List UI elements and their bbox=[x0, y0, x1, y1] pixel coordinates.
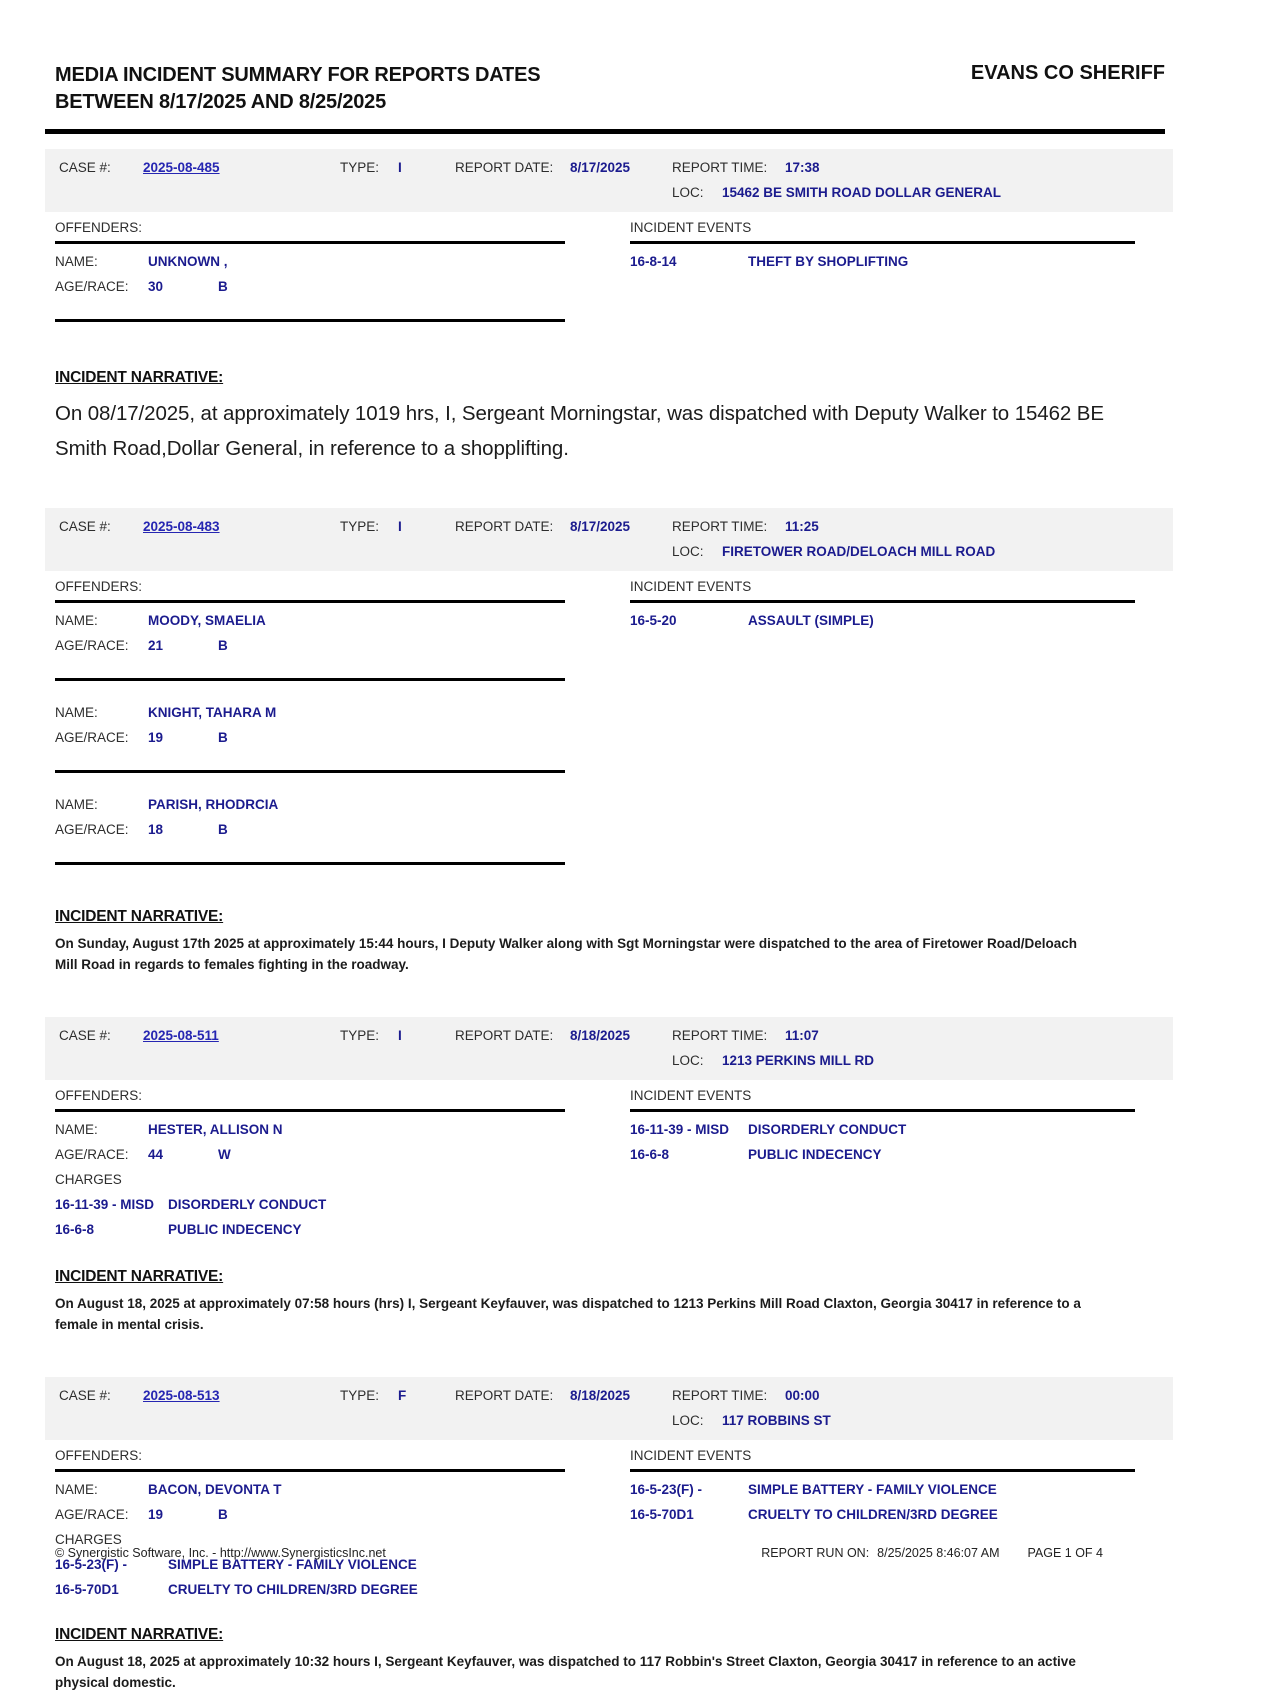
offender-race: B bbox=[218, 279, 228, 294]
offender-name: MOODY, SMAELIA bbox=[148, 613, 266, 628]
report-date-label: REPORT DATE: bbox=[455, 1028, 554, 1043]
report-time-label: REPORT TIME: bbox=[672, 519, 768, 534]
incident-narrative-heading: INCIDENT NARRATIVE: bbox=[55, 369, 224, 386]
offender-name: UNKNOWN , bbox=[148, 254, 228, 269]
incident-events-section bbox=[630, 219, 1135, 341]
type-value: I bbox=[398, 1028, 402, 1043]
incident-events-section bbox=[630, 578, 1135, 884]
incident-events-heading: INCIDENT EVENTS bbox=[630, 1448, 752, 1463]
offenders-rule bbox=[55, 1469, 565, 1472]
offender-name-row bbox=[55, 792, 565, 817]
offender-age: 21 bbox=[148, 638, 164, 653]
event-row bbox=[630, 249, 1135, 274]
incident-narrative-section bbox=[55, 369, 1275, 466]
event-code: 16-5-70D1 bbox=[630, 1507, 694, 1522]
charge-desc: DISORDERLY CONDUCT bbox=[168, 1197, 327, 1212]
event-code: 16-6-8 bbox=[630, 1147, 670, 1162]
event-desc: CRUELTY TO CHILDREN/3RD DEGREE bbox=[748, 1507, 998, 1522]
footer-copyright: © Synergistic Software, Inc. - http://www.SynergisticsInc.net bbox=[55, 1546, 386, 1560]
case-number-label: CASE #: bbox=[59, 160, 111, 175]
offenders-rule bbox=[55, 1109, 565, 1112]
incident-narrative-text: On August 18, 2025 at approximately 07:58 hours (hrs) I, Sergeant Keyfauver, was dispatched to 1213 Perkins Mill Road Claxton, Georgia 30417 in reference to a female in mental crisis. bbox=[55, 1296, 1081, 1332]
offender-age: 30 bbox=[148, 279, 164, 294]
event-row bbox=[630, 608, 1135, 633]
type-label: TYPE: bbox=[340, 160, 380, 175]
loc-value: 15462 BE SMITH ROAD DOLLAR GENERAL bbox=[722, 185, 1002, 200]
event-row bbox=[630, 1502, 1135, 1527]
incident-events-heading: INCIDENT EVENTS bbox=[630, 579, 752, 594]
case-block-511 bbox=[55, 1017, 1275, 1335]
case-block-485 bbox=[55, 149, 1275, 466]
incident-narrative-text: On 08/17/2025, at approximately 1019 hrs, I, Sergeant Morningstar, was dispatched with Deputy Walker to 15462 BE Smith Road,Dollar General, in reference to a shopplifting. bbox=[55, 402, 1104, 460]
charges-heading: CHARGES bbox=[55, 1532, 122, 1547]
offender-age: 44 bbox=[148, 1147, 164, 1162]
incident-events-rule bbox=[630, 600, 1135, 603]
charges-heading: CHARGES bbox=[55, 1172, 122, 1187]
footer-run-label: REPORT RUN ON: bbox=[761, 1546, 870, 1560]
offenders-section bbox=[55, 1447, 565, 1602]
incident-narrative-section bbox=[55, 1626, 1275, 1693]
case-number-link[interactable]: 2025-08-511 bbox=[143, 1028, 219, 1043]
offender-age-row bbox=[55, 725, 565, 750]
report-footer bbox=[55, 1546, 1165, 1560]
report-date-value: 8/17/2025 bbox=[570, 519, 631, 534]
case-header bbox=[45, 1017, 1173, 1080]
charge-desc: SIMPLE BATTERY - FAMILY VIOLENCE bbox=[168, 1557, 417, 1572]
offender-separator bbox=[55, 862, 565, 865]
type-label: TYPE: bbox=[340, 519, 380, 534]
case-header bbox=[45, 1377, 1173, 1440]
event-desc: SIMPLE BATTERY - FAMILY VIOLENCE bbox=[748, 1482, 997, 1497]
offenders-section bbox=[55, 578, 565, 884]
event-desc: PUBLIC INDECENCY bbox=[748, 1147, 882, 1162]
offender-race: B bbox=[218, 822, 228, 837]
charge-row bbox=[55, 1577, 565, 1602]
offender-name: HESTER, ALLISON N bbox=[148, 1122, 283, 1137]
offender-race: B bbox=[218, 638, 228, 653]
offender-age-row bbox=[55, 817, 565, 842]
offender-name-row bbox=[55, 249, 565, 274]
report-title-line2: BETWEEN 8/17/2025 AND 8/25/2025 bbox=[55, 91, 387, 113]
offenders-rule bbox=[55, 600, 565, 603]
report-time-label: REPORT TIME: bbox=[672, 160, 768, 175]
report-date-value: 8/17/2025 bbox=[570, 160, 631, 175]
report-time-label: REPORT TIME: bbox=[672, 1388, 768, 1403]
case-number-link[interactable]: 2025-08-513 bbox=[143, 1388, 220, 1403]
incident-events-heading: INCIDENT EVENTS bbox=[630, 1088, 752, 1103]
footer-run-value: 8/25/2025 8:46:07 AM bbox=[877, 1546, 1000, 1560]
report-date-label: REPORT DATE: bbox=[455, 160, 554, 175]
case-number-link[interactable]: 2025-08-483 bbox=[143, 519, 220, 534]
loc-value: FIRETOWER ROAD/DELOACH MILL ROAD bbox=[722, 544, 996, 559]
name-label: NAME: bbox=[55, 254, 98, 269]
offender-age-row bbox=[55, 1502, 565, 1527]
case-number-link[interactable]: 2025-08-485 bbox=[143, 160, 220, 175]
incident-narrative-heading: INCIDENT NARRATIVE: bbox=[55, 908, 224, 925]
offender-age: 18 bbox=[148, 822, 164, 837]
incident-narrative-text: On Sunday, August 17th 2025 at approximately 15:44 hours, I Deputy Walker along with Sgt Morningstar were dispatched to the area of Firetower Road/Deloach Mill Road in regards to females fighting in the roadway. bbox=[55, 936, 1077, 972]
report-title-line1: MEDIA INCIDENT SUMMARY FOR REPORTS DATES bbox=[55, 64, 541, 86]
case-header bbox=[45, 508, 1173, 571]
incident-events-rule bbox=[630, 1469, 1135, 1472]
type-label: TYPE: bbox=[340, 1028, 380, 1043]
name-label: NAME: bbox=[55, 797, 98, 812]
type-label: TYPE: bbox=[340, 1388, 380, 1403]
offender-race: W bbox=[218, 1147, 231, 1162]
charge-desc: PUBLIC INDECENCY bbox=[168, 1222, 302, 1237]
offender-separator bbox=[55, 319, 565, 322]
offender-age-row bbox=[55, 274, 565, 299]
event-desc: THEFT BY SHOPLIFTING bbox=[748, 254, 909, 269]
offender-race: B bbox=[218, 1507, 228, 1522]
charge-row bbox=[55, 1217, 565, 1242]
report-date-value: 8/18/2025 bbox=[570, 1028, 631, 1043]
offenders-heading: OFFENDERS: bbox=[55, 1088, 143, 1103]
loc-label: LOC: bbox=[672, 1053, 704, 1068]
case-number-label: CASE #: bbox=[59, 1028, 111, 1043]
case-block-513 bbox=[55, 1377, 1275, 1693]
report-date-label: REPORT DATE: bbox=[455, 1388, 554, 1403]
agency-name: EVANS CO SHERIFF bbox=[970, 62, 1165, 84]
offender-age: 19 bbox=[148, 730, 164, 745]
offenders-heading: OFFENDERS: bbox=[55, 1448, 143, 1463]
charge-code: 16-11-39 - MISD bbox=[55, 1197, 155, 1212]
offender-separator bbox=[55, 678, 565, 681]
incident-narrative-section bbox=[55, 1268, 1275, 1335]
incident-narrative-text: On August 18, 2025 at approximately 10:32 hours I, Sergeant Keyfauver, was dispatched to 117 Robbin's Street Claxton, Georgia 30417 in reference to an active physical domestic. bbox=[55, 1654, 1076, 1690]
report-title bbox=[55, 62, 540, 116]
charge-desc: CRUELTY TO CHILDREN/3RD DEGREE bbox=[168, 1582, 418, 1597]
report-time-value: 17:38 bbox=[785, 160, 820, 175]
offenders-heading: OFFENDERS: bbox=[55, 220, 143, 235]
incident-events-heading: INCIDENT EVENTS bbox=[630, 220, 752, 235]
age-race-label: AGE/RACE: bbox=[55, 730, 129, 745]
charge-code: 16-6-8 bbox=[55, 1222, 95, 1237]
age-race-label: AGE/RACE: bbox=[55, 822, 129, 837]
event-row bbox=[630, 1117, 1135, 1142]
offenders-heading: OFFENDERS: bbox=[55, 579, 143, 594]
event-code: 16-5-20 bbox=[630, 613, 677, 628]
loc-value: 1213 PERKINS MILL RD bbox=[722, 1053, 875, 1068]
name-label: NAME: bbox=[55, 1482, 98, 1497]
name-label: NAME: bbox=[55, 1122, 98, 1137]
offender-age: 19 bbox=[148, 1507, 164, 1522]
case-header bbox=[45, 149, 1173, 212]
type-value: I bbox=[398, 160, 402, 175]
incident-events-rule bbox=[630, 241, 1135, 244]
charge-code: 16-5-70D1 bbox=[55, 1582, 119, 1597]
offender-age-row bbox=[55, 1142, 565, 1167]
loc-label: LOC: bbox=[672, 544, 704, 559]
type-value: I bbox=[398, 519, 402, 534]
event-row bbox=[630, 1477, 1135, 1502]
footer-page-number: PAGE 1 OF 4 bbox=[1027, 1546, 1103, 1560]
age-race-label: AGE/RACE: bbox=[55, 638, 129, 653]
incident-events-rule bbox=[630, 1109, 1135, 1112]
event-code: 16-5-23(F) - bbox=[630, 1482, 703, 1497]
offenders-section bbox=[55, 1087, 565, 1242]
age-race-label: AGE/RACE: bbox=[55, 1147, 129, 1162]
offender-name-row bbox=[55, 1477, 565, 1502]
offenders-section bbox=[55, 219, 565, 341]
offender-name: BACON, DEVONTA T bbox=[148, 1482, 282, 1497]
offender-race: B bbox=[218, 730, 228, 745]
incident-narrative-heading: INCIDENT NARRATIVE: bbox=[55, 1626, 224, 1643]
offender-age-row bbox=[55, 633, 565, 658]
case-number-label: CASE #: bbox=[59, 1388, 111, 1403]
name-label: NAME: bbox=[55, 705, 98, 720]
report-date-label: REPORT DATE: bbox=[455, 519, 554, 534]
header-divider bbox=[45, 129, 1165, 134]
offender-name: PARISH, RHODRCIA bbox=[148, 797, 279, 812]
offender-name: KNIGHT, TAHARA M bbox=[148, 705, 277, 720]
incident-events-section bbox=[630, 1087, 1135, 1242]
age-race-label: AGE/RACE: bbox=[55, 1507, 129, 1522]
event-row bbox=[630, 1142, 1135, 1167]
loc-label: LOC: bbox=[672, 185, 704, 200]
offenders-rule bbox=[55, 241, 565, 244]
offender-name-row bbox=[55, 700, 565, 725]
type-value: F bbox=[398, 1388, 407, 1403]
report-date-value: 8/18/2025 bbox=[570, 1388, 631, 1403]
event-desc: DISORDERLY CONDUCT bbox=[748, 1122, 907, 1137]
report-time-label: REPORT TIME: bbox=[672, 1028, 768, 1043]
case-block-483 bbox=[55, 508, 1275, 975]
event-code: 16-8-14 bbox=[630, 254, 677, 269]
report-time-value: 11:07 bbox=[785, 1028, 819, 1043]
offender-name-row bbox=[55, 1117, 565, 1142]
age-race-label: AGE/RACE: bbox=[55, 279, 129, 294]
charge-code: 16-5-23(F) - bbox=[55, 1557, 128, 1572]
incident-narrative-heading: INCIDENT NARRATIVE: bbox=[55, 1268, 224, 1285]
report-header bbox=[55, 62, 1165, 116]
incident-events-section bbox=[630, 1447, 1135, 1602]
offender-name-row bbox=[55, 608, 565, 633]
loc-value: 117 ROBBINS ST bbox=[722, 1413, 831, 1428]
event-desc: ASSAULT (SIMPLE) bbox=[748, 613, 874, 628]
event-code: 16-11-39 - MISD bbox=[630, 1122, 730, 1137]
charge-row bbox=[55, 1192, 565, 1217]
case-number-label: CASE #: bbox=[59, 519, 111, 534]
report-time-value: 00:00 bbox=[785, 1388, 820, 1403]
offender-separator bbox=[55, 770, 565, 773]
loc-label: LOC: bbox=[672, 1413, 704, 1428]
report-time-value: 11:25 bbox=[785, 519, 819, 534]
name-label: NAME: bbox=[55, 613, 98, 628]
incident-narrative-section bbox=[55, 908, 1275, 975]
